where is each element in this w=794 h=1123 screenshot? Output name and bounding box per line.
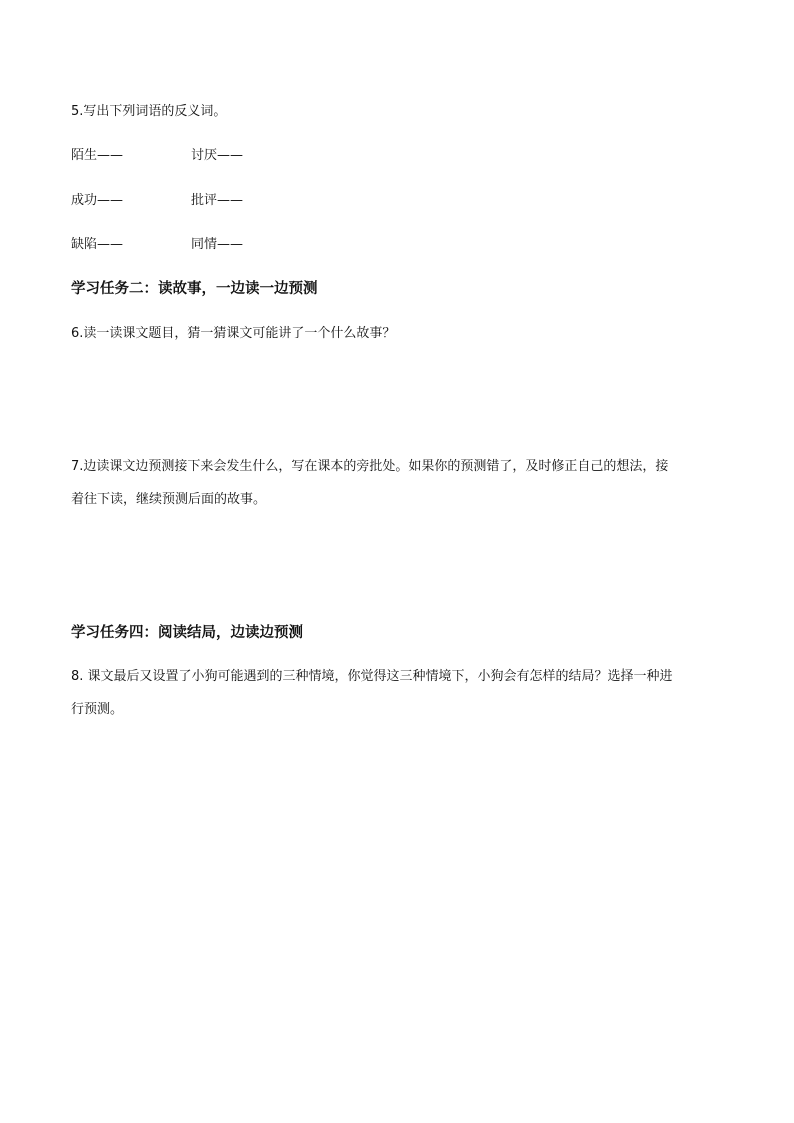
antonym-item-5: 缺陷—— — [71, 237, 124, 252]
antonym-item-3: 成功—— — [71, 193, 124, 208]
antonym-item-6: 同情—— — [191, 237, 244, 252]
antonym-item-4: 批评—— — [191, 193, 244, 208]
antonym-item-1: 陌生—— — [71, 148, 124, 163]
task-4-heading: 学习任务四：阅读结局，边读边预测 — [71, 624, 303, 641]
question-7-line-1: 7.边读课文边预测接下来会发生什么，写在课本的旁批处。如果你的预测错了，及时修正自己的想法，接 — [71, 459, 669, 474]
question-6: 6.读一读课文题目，猜一猜课文可能讲了一个什么故事？ — [71, 326, 396, 341]
question-5-title: 5.写出下列词语的反义词。 — [71, 104, 227, 119]
question-7-line-2: 着往下读，继续预测后面的故事。 — [71, 492, 267, 507]
question-8-line-2: 行预测。 — [71, 702, 124, 717]
question-8-line-1: 8. 课文最后又设置了小狗可能遇到的三种情境，你觉得这三种情境下，小狗会有怎样的结局？选择一种进 — [71, 669, 673, 684]
task-2-heading: 学习任务二：读故事，一边读一边预测 — [71, 280, 318, 297]
antonym-item-2: 讨厌—— — [191, 148, 244, 163]
